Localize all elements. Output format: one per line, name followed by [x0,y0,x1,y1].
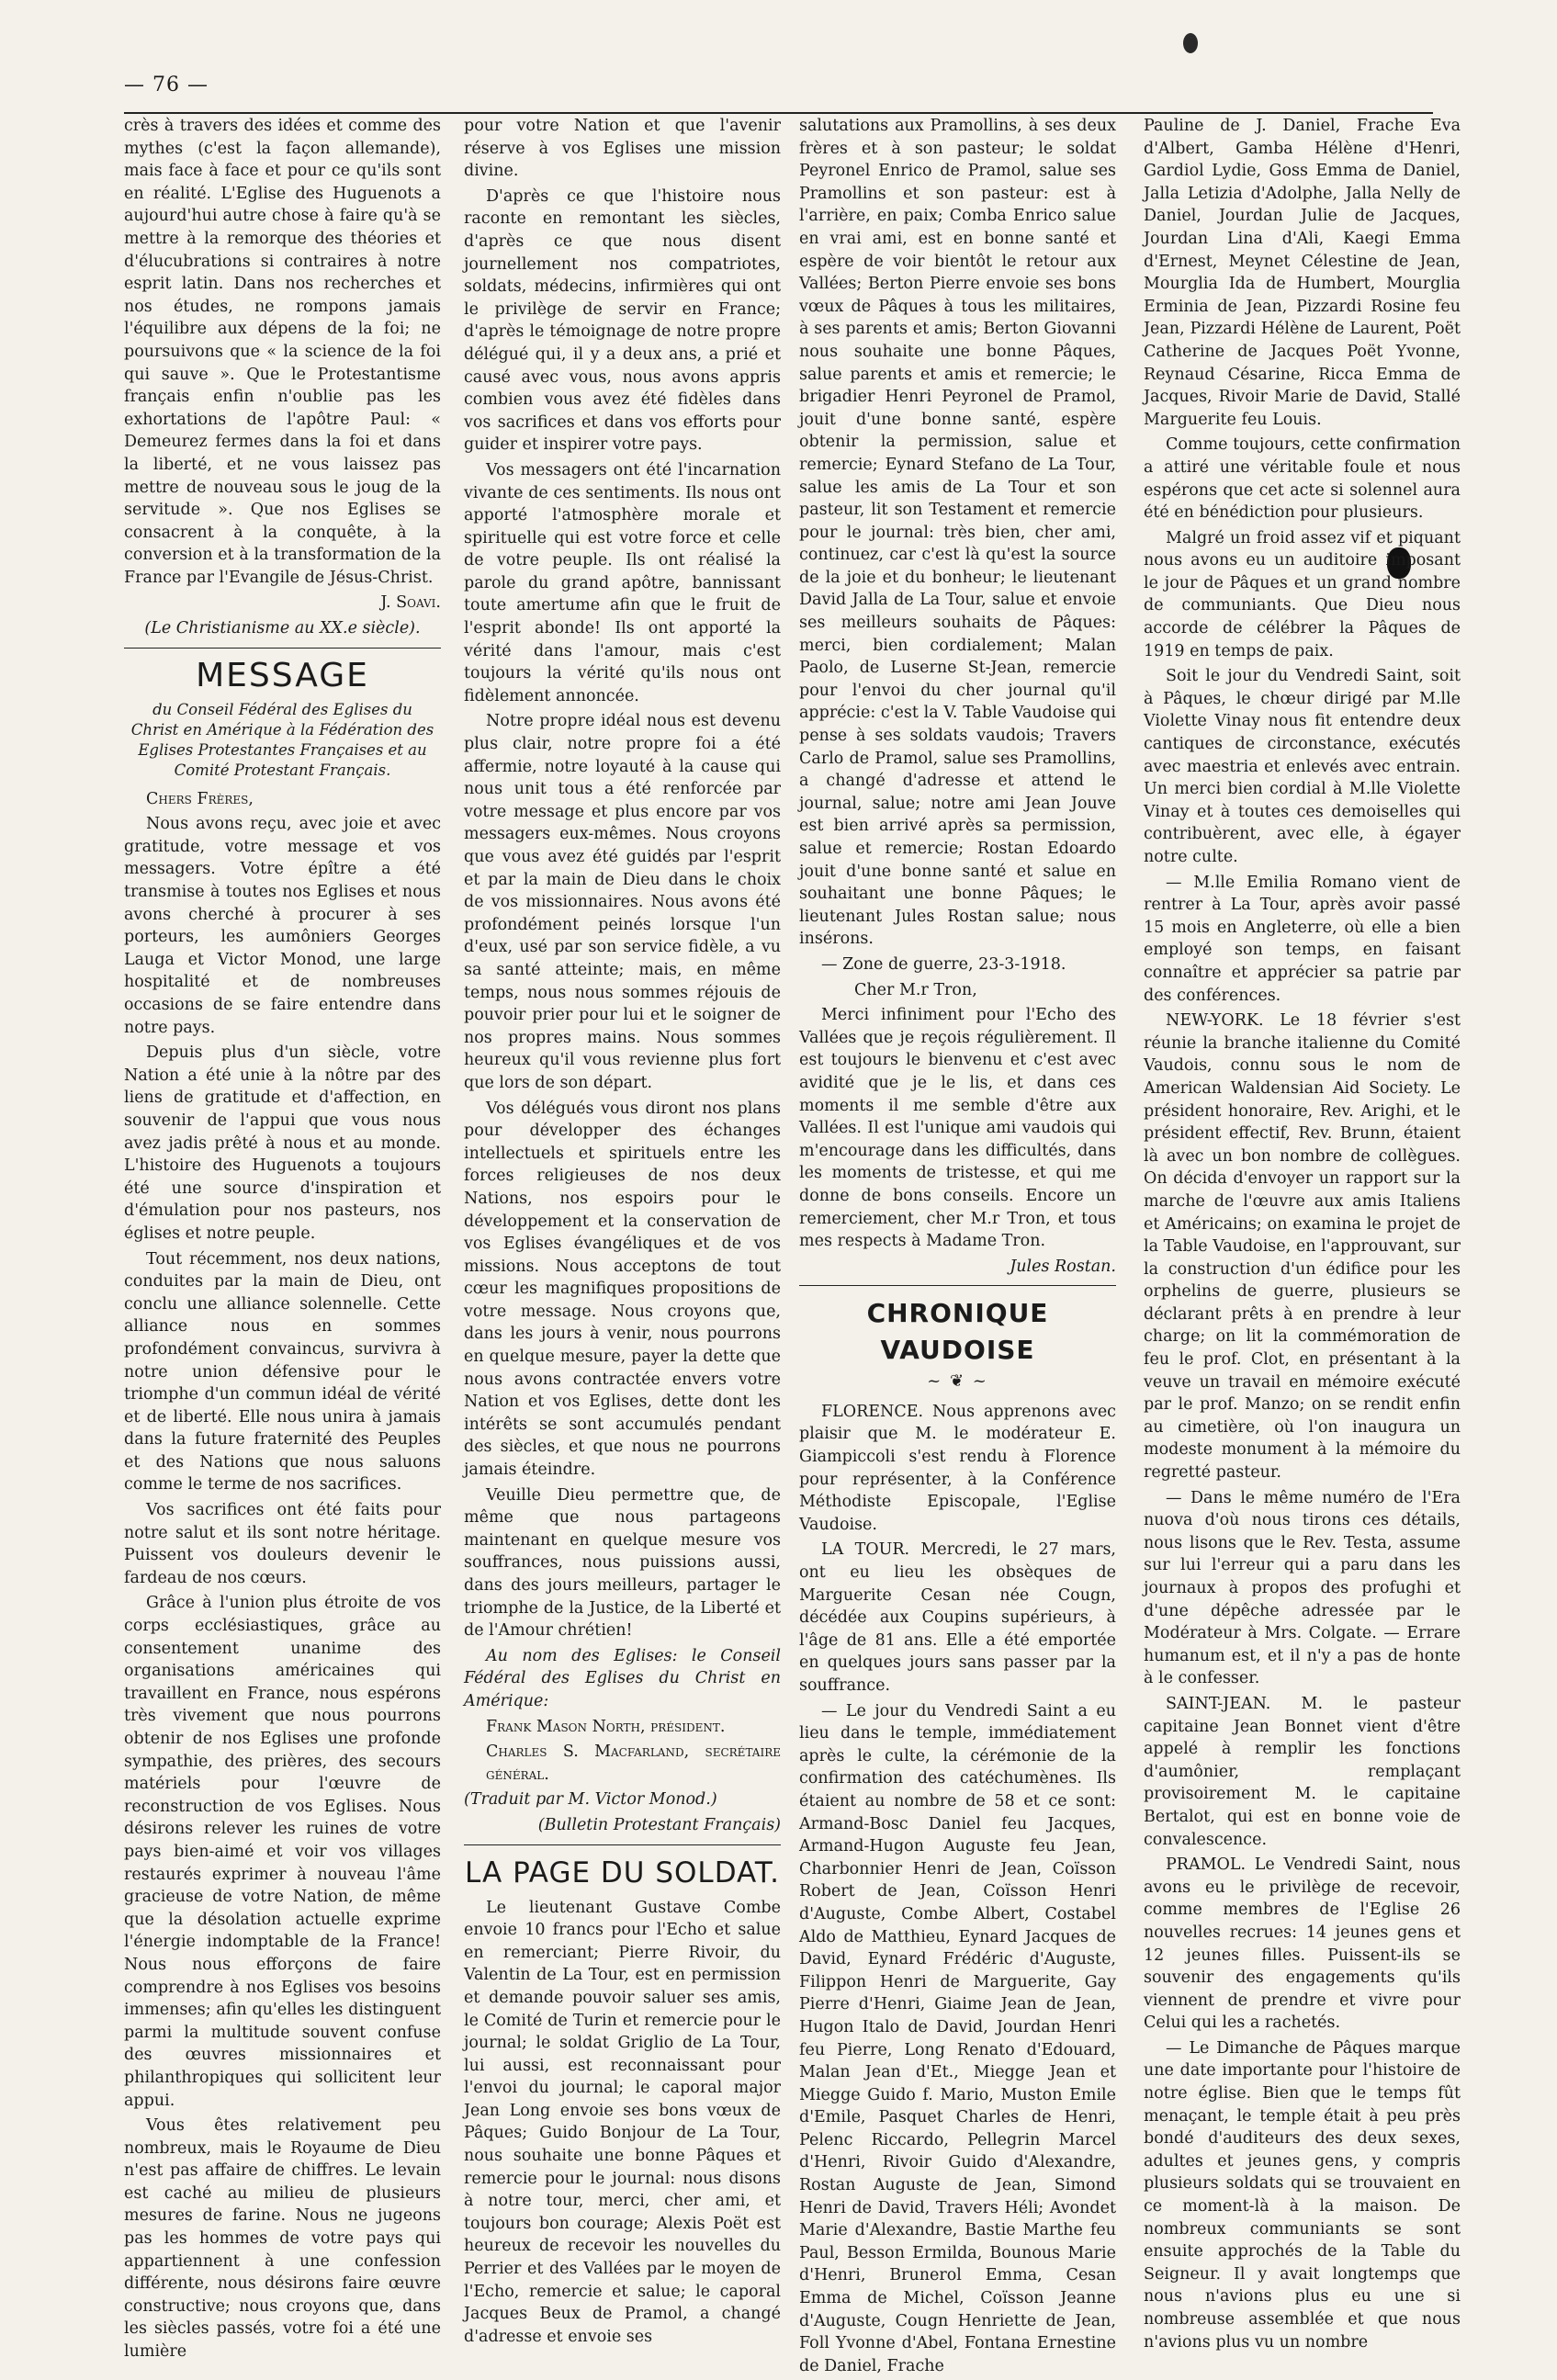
column-2 [464,115,781,2351]
message-paragraph: Nous avons reçu, avec joie et avec gratitude, votre message et vos messagers. Votre épître a été transmise à toutes nos Eglises et nous avons cherché à procurer à ses porteurs, les aumôniers Georges Lauga et Victor Monod, une large hospitalité et de nombreuses occasions de se faire entendre dans notre pays. [124,815,441,1037]
punch-hole-mark [1183,33,1198,53]
message-title: MESSAGE [196,656,369,694]
author-signature: J. Soavi. [380,593,441,613]
header-rule [124,112,1433,114]
soldier-paragraph: Le lieutenant Gustave Combe envoie 10 francs pour l'Echo et salue en remerciant; Pierre Rivoir, du Valentin de La Tour, est en permission et demande pouvoir saluer ses amis, le Comité de Turin et remercie pour le journal; le soldat Griglio de La Tour, lui aussi, est reconnaissant pour l'envoi du journal; le caporal major Jean Long envoie ses bons vœux de Pâques; Guido Bonjour de La Tour, nous souhaite une bonne Pâques et remercie pour le journal: nous disons à notre tour, merci, cher ami, et toujours bon courage; Alexis Poët est heureux de recevoir les nouvelles du Perrier et des Vallées par le moyen de l'Echo, remercie et salue; le caporal Jacques Beux de Pramol, a changé d'adresse et envoie ses [464,1898,781,2346]
chronicle-entry-confirmation: — Le jour du Vendredi Saint a eu lieu dans le temple, immédiatement après le culte, la cérémonie de la confirmation des catéchumènes. Ils étaient au nombre de 58 et ce sont: Armand-Bosc Daniel feu Jacques, Armand-Hugon Auguste feu Jean, Charbonnier Henri de Jean, Coïsson Robert de Jean, Coïsson Henri d'Auguste, Combe Albert, Costabel Aldo de Matthieu, Eynard Jacques de David, Eynard Frédéric d'Auguste, Filippon Henri de Marguerite, Gay Pierre d'Henri, Giaime Jean de Jean, Hugon Italo de David, Jourdan Henri feu Pierre, Long Renato d'Edouard, Malan Jean d'Et., Miegge Jean et Miegge Guido f. Mario, Muston Emile d'Emile, Pasquet Charles de Henri, Pelenc Riccardo, Pellegrin Marcel d'Henri, Rivoir Guido d'Alexandre, Rostan Auguste de Jean, Simond Henri de David, Travers Héli; Avondet Marie d'Alexandre, Bastie Marthe feu Paul, Besson Ermilda, Bounous Marie d'Henri, Brunerol Emma, Cesan Emma de Michel, Coïsson Jeanne d'Auguste, Cougn Henriette de Jean, Foll Yvonne d'Abel, Fontana Ernestine de Daniel, Frache [799,1701,1116,2375]
message-paragraph: Grâce à l'union plus étroite de vos corps ecclésiastiques, grâce au consentement unanime des organisations américaines qui travaillent en France, nous espérons très vivement que nous pourrons obtenir de nos Eglises une profonde sympathie, des prières, des secours matériels pour l'œuvre de reconstruction de vos Eglises. Nous désirons relever les ruines de votre pays bien-aimé et voir vos villages restaurés exprimer à nouveau l'âme gracieuse de votre Nation, de même que la désolation actuelle exprime l'énergie indomptable de la France! Nous nous efforçons de faire comprendre à nos Eglises vos besoins immenses; afin qu'elles les distinguent parmi la multitude souvent confuse des œuvres missionnaires et philanthropiques qui sollicitent leur appui. [124,1594,441,2110]
chronicle-paragraph: — M.lle Emilia Romano vient de rentrer à La Tour, après avoir passé 15 mois en Angleterre, où elle a bien employé son temps, en faisant connaître et apprécier sa patrie par des conférences. [1144,873,1461,1005]
letter-date: — Zone de guerre, 23-3-1918. [821,954,1066,974]
message-signatory-name: Frank Mason North, président. [486,1717,726,1736]
message-paragraph: Depuis plus d'un siècle, votre Nation a été unie à la nôtre par des liens de gratitude et d'affection, en souvenir de l'appui que vous nous avez jadis prêté à nous et au monde. L'histoire des Huguenots a toujours été une source d'inspiration et d'émulation pour nos pasteurs, nos églises et notre peuple. [124,1043,441,1243]
message-paragraph: Notre propre idéal nous est devenu plus clair, notre propre foi a été affermie, notre loyauté à la cause qui nous unit tous a été renforcée par votre message et plus encore par vos messagers eux-mêmes. Nous croyons que vous avez été guidés par l'esprit et par la main de Dieu dans le choix de vos missionnaires. Nous avons été profondément peinés lorsque l'un d'eux, usé par son service fidèle, a vu sa santé atteinte; mais, en même temps, nous nous sommes réjouis de pouvoir prier pour lui et le soigner de nos propres mains. Nous sommes heureux qu'il vous revienne plus fort que lors de son départ. [464,712,781,1092]
chronicle-entry-pramol: PRAMOL. Le Vendredi Saint, nous avons eu le privilège de recevoir, comme membres de l'Eglise 26 nouvelles recrues: 14 jeunes gens et 12 jeunes filles. Puissent-ils se souvenir des engagements qu'ils viennent de prendre et vivre pour Celui qui les a rachetés. [1144,1855,1461,2033]
message-paragraph: Vos sacrifices ont été faits pour notre salut et ils sont notre héritage. Puissent vos douleurs devenir le fardeau de nos cœurs. [124,1501,441,1587]
message-signatory: Au nom des Eglises: le Conseil Fédéral des Eglises du Christ en Amérique: [464,1646,781,1710]
message-paragraph: D'après ce que l'histoire nous raconte en remontant les siècles, d'après ce que nous disent journellement nos compatriotes, soldats, médecins, infirmières qui ont le privilège de servir en France; d'après le témoignage de notre propre délégué qui, il y a deux ans, a prié et causé avec vous, nous avons appris combien vous avez été fidèles dans vos sacrifices et dans vos efforts pour guider et inspirer votre pays. [464,186,781,455]
message-paragraph: Vos messagers ont été l'incarnation vivante de ces sentiments. Ils nous ont apporté l'atmosphère morale et spirituelle qui est votre force et celle de votre peuple. Ils ont réalisé la parole du grand apôtre, bannissant toute amertume afin que le fruit de l'esprit abonde! Ils ont apporté la vérité dans l'amour, mais c'est toujours la vérité qu'ils nous ont fidèlement annoncée. [464,460,781,705]
divider [464,1844,781,1845]
confirmation-list: Pauline de J. Daniel, Frache Eva d'Albert, Gamba Hélène d'Henri, Gardiol Lydie, Goss Emma de Daniel, Jalla Letizia d'Adolphe, Jalla Nelly de Daniel, Jourdan Julie de Jacques, Jourdan Lina d'Ali, Kaegi Emma d'Ernest, Meynet Célestine de Jean, Mourglia Ida de Humbert, Mourglia Erminia de Jean, Pizzardi Rosine feu Jean, Pizzardi Hélène de Laurent, Poët Catherine de Jacques Poët Yvonne, Reynaud Césarine, Ricca Emma de Jacques, Rivoir Marie de David, Stallé Marguerite feu Louis. [1144,117,1461,429]
chronicle-entry-la-tour: LA TOUR. Mercredi, le 27 mars, ont eu lieu les obsèques de Marguerite Cesan née Cougn, décédée aux Coupins supérieurs, à l'âge de 81 ans. Elle a été emportée en quelques jours sans passer par la souffrance. [799,1540,1116,1695]
message-paragraph: Vous êtes relativement peu nombreux, mais le Royaume de Dieu n'est pas affaire de chiffres. Le levain est caché au milieu de plusieurs mesures de farine. Nous ne jugeons pas les hommes de votre pays qui appartiennent à une confession différente, nous désirons faire œuvre constructive; nous croyons que, dans les siècles passés, votre foi a été une lumière [124,2116,441,2362]
column-1 [124,115,441,2366]
letter-salutation: Cher M.r Tron, [854,980,977,999]
message-signatory-name: Charles S. Macfarland, secrétaire général. [486,1743,781,1784]
chronicle-entry-saint-jean: SAINT-JEAN. M. le pasteur capitaine Jean Bonnet vient d'être appelé à remplir les fonctions d'aumônier, remplaçant provisoirement M. le capitaine Bertalot, qui est en bonne voie de convalescence. [1144,1694,1461,1849]
message-paragraph: pour votre Nation et que l'avenir réserve à vos Eglises une mission divine. [464,117,781,181]
translation-credit: (Traduit par M. Victor Monod.) [464,1790,717,1810]
message-salutation: Chers Frères, [146,789,254,808]
soldier-page-title: LA PAGE DU SOLDAT. [465,1855,780,1889]
message-paragraph: Veuille Dieu permettre que, de même que nous partageons maintenant en quelque mesure vos souffrances, nous puissions aussi, dans des jours meilleurs, partager le triomphe de la Justice, de la Liberté et de l'Amour chrétien! [464,1485,781,1641]
divider [124,648,441,649]
message-subtitle: du Conseil Fédéral des Eglises du Christ en Amérique à la Fédération des Eglises Protestantes Françaises et au Comité Protestant Français. [130,700,434,779]
letter-body: Merci infiniment pour l'Echo des Vallées que je reçois régulièrement. Il est toujours le bienvenu et c'est avec avidité que je le lis, et dans ces moments il me semble d'être aux Vallées. Il est l'unique ami vaudois qui m'encourage dans les difficultés, dans les moments de tristesse, et qui me donne de bons conseils. Encore un remerciement, cher M.r Tron, et tous mes respects à Madame Tron. [799,1006,1116,1251]
chronicle-entry-florence: FLORENCE. Nous apprenons avec plaisir que M. le modérateur E. Giampiccoli s'est rendu à Florence pour représenter, à la Conférence Méthodiste Episcopale, l'Eglise Vaudoise. [799,1402,1116,1534]
message-paragraph: Vos délégués vous diront nos plans pour développer des échanges intellectuels et spirituels entre les forces religieuses de nos deux Nations, nos espoirs pour le développement et la conservation de vos Eglises évangéliques et de vos missions. Nous acceptons de tout cœur les magnifiques propositions de votre message. Nous croyons que, dans les jours à venir, nous pourrons en quelque mesure, payer la dette que nous avons contractée envers votre Nation et vos Eglises, dette dont les intérêts se sont accumulés pendant des siècles, et que nous ne pourrons jamais éteindre. [464,1099,781,1480]
chronicle-entry-new-york: NEW-YORK. Le 18 février s'est réunie la branche italienne du Comité Vaudois, connu sous le nom de American Waldensian Aid Society. Le président honoraire, Rev. Arighi, et le président effectif, Rev. Brunn, étaient là avec un bon nombre de collègues. On décida d'envoyer un rapport sur la marche de l'œuvre aux amis Italiens et Américains; on examina le projet de la Table Vaudoise, en l'approuvant, sur la construction d'un édifice pour les orphelins de guerre, plusieurs se déclarant prêts à en prendre à leur charge; on lit la commémoration de feu le prof. Clot, en présentant à la veuve un travail en mémoire exécuté par le prof. Manzo; on se rendit enfin au cimetière, où l'on inaugura un modeste monument à la mémoire du regretté pasteur. [1144,1011,1461,1483]
title-ornament: ~ ❦ ~ [927,1371,988,1392]
chronicle-title: CHRONIQUE VAUDOISE [866,1298,1049,1366]
soldier-paragraph: salutations aux Pramollins, à ses deux frères et à son pasteur; le soldat Peyronel Enrico de Pramol, salue ses Pramollins et son pasteur: est à l'arrière, en paix; Comba Enrico salue en vrai ami, est en bonne santé et espère de voir bientôt le retour aux Vallées; Berton Pierre envoie ses bons vœux de Pâques à tous les militaires, à ses parents et amis; Berton Giovanni nous souhaite une bonne Pâques, salue parents et amis et remercie; le brigadier Henri Peyronel de Pramol, jouit d'une bonne santé, espère obtenir la permission, salue et remercie; Eynard Stefano de La Tour, salue les amis de La Tour et son pasteur, lit son Testament et remercie pour le journal: très bien, cher ami, continuez, car c'est là qu'est la source de la joie et du bonheur; le lieutenant David Jalla de La Tour, salue et envoie ses meilleurs souhaits de Pâques: merci, bien cordialement; Malan Paolo, de Luserne St-Jean, remercie pour l'envoi du cher journal qu'il apprécie: c'est la V. Table Vaudoise qui pense à ses soldats vaudois; Travers Carlo de Pramol, salue ses Pramollins, a changé d'adresse et attend le journal, salue; notre ami Jean Jouve est bien arrivé après sa permission, salue et remercie; Rostan Edoardo jouit d'une bonne santé et salue en souhaitant une bonne Pâques; le lieutenant Jules Rostan salue; nous insérons. [799,117,1116,949]
page-header [124,64,1433,119]
divider [799,1285,1116,1286]
chronicle-paragraph: — Le Dimanche de Pâques marque une date importante pour l'histoire de notre église. Bien que le temps fût menaçant, le temple était à peu près bondé d'auditeurs des deux sexes, adultes et jeunes gens, y compris plusieurs soldats qui se trouvaient en ce moment-là à la maison. De nombreux communiants se sont ensuite approchés de la Table du Seigneur. Il y avait longtemps que nous n'avions plus eu une si nombreuse assemblée et que nous n'avions plus vu un nombre [1144,2038,1461,2352]
letter-signature: Jules Rostan. [1010,1257,1116,1276]
article-source: (Le Christianisme au XX.e siècle). [144,619,421,638]
article-continuation: crès à travers des idées et comme des mythes (c'est la façon allemande), mais face à face et pour ce qu'ils sont en réalité. L'Eglise des Huguenots a aujourd'hui autre chose à faire qu'à se mettre à la remorque des théories et d'élucubrations si contraires à notre esprit latin. Dans nos recherches et nos études, ne rompons jamais l'équilibre aux dépens de la foi; ne poursuivons que « la science de la foi qui sauve ». Que le Protestantisme français enfin n'oublie pas les exhortations de l'apôtre Paul: « Demeurez fermes dans la foi et dans la liberté, et ne vous laissez pas mettre de nouveau sous le joug de la servitude ». Que nos Eglises se consacrent à la conquête, à la conversion et à la transformation de la France par l'Evangile de Jésus-Christ. [124,117,441,587]
column-3 [799,115,1116,2380]
chronicle-paragraph: Malgré un froid assez vif et piquant nous avons eu un auditoire imposant le jour de Pâques et un grand nombre de communiants. Que Dieu nous accorde de célébrer la Pâques de 1919 en temps de paix. [1144,528,1461,660]
page-number: — 76 — [124,73,209,96]
message-paragraph: Tout récemment, nos deux nations, conduites par la main de Dieu, ont conclu une alliance solennelle. Cette alliance nous en sommes profondément convaincus, survivra à notre union défensive pour le triomphe d'un commun idéal de vérité et de liberté. Elle nous unira à jamais dans la future fraternité des Peuples et des Nations que nous saluons comme le terme de nos sacrifices. [124,1249,441,1495]
column-4 [1144,115,1461,2356]
message-source: (Bulletin Protestant Français) [537,1815,781,1834]
chronicle-paragraph: — Dans le même numéro de l'Era nuova d'où nous tirons ces détails, nous lisons que le Rev. Testa, assume sur lui l'erreur qui a paru dans les journaux à propos des profughi et d'une dépêche adressée par le Modérateur à Mrs. Colgate. — Errare humanum est, et il n'y a pas de honte à le confesser. [1144,1488,1461,1688]
chronicle-paragraph: Soit le jour du Vendredi Saint, soit à Pâques, le chœur dirigé par M.lle Violette Vinay nous fit entendre deux cantiques de circonstance, exécutés avec maestria et enlevés avec entrain. Un merci bien cordial à M.lle Violette Vinay et à toutes ces demoiselles qui contribuèrent, avec elle, à égayer notre culte. [1144,667,1461,866]
chronicle-paragraph: Comme toujours, cette confirmation a attiré une véritable foule et nous espérons que cet acte si solennel aura été en bénédiction pour plusieurs. [1144,435,1461,523]
